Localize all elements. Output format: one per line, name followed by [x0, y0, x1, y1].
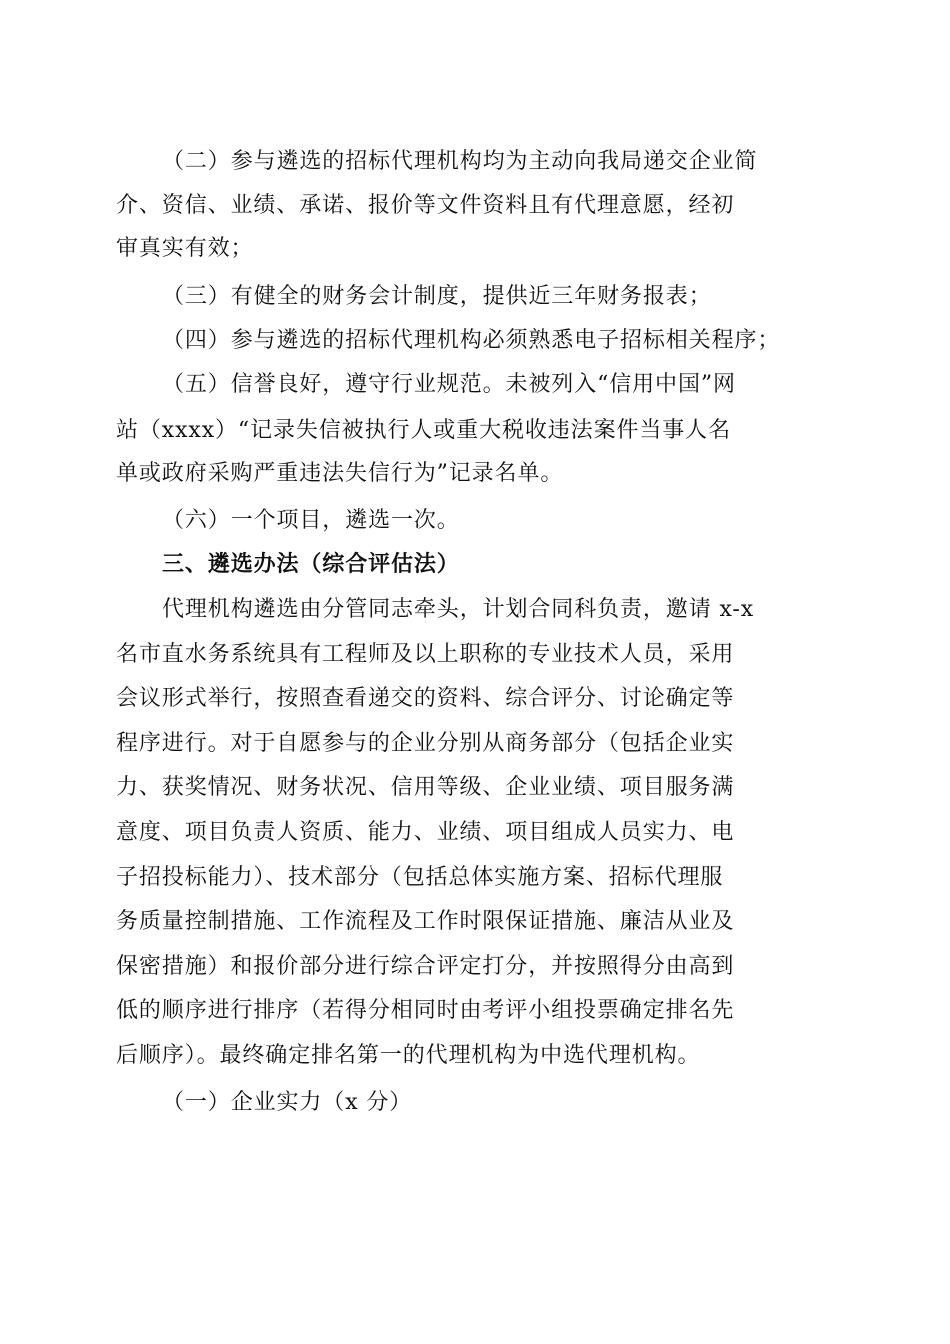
- paragraph-line: 站（xxxx）“记录失信被执行人或重大税收违法案件当事人名: [116, 418, 731, 443]
- paragraph-line: 介、资信、业绩、承诺、报价等文件资料且有代理意愿，经初: [116, 193, 735, 218]
- section-heading: 三、遴选办法（综合评估法）: [162, 552, 460, 577]
- paragraph-line: （五）信誉良好，遵守行业规范。未被列入“信用中国”网: [162, 372, 736, 397]
- paragraph-line: 审真实有效；: [116, 236, 254, 261]
- paragraph-line: 力、获奖情况、财务状况、信用等级、企业业绩、项目服务满: [116, 775, 735, 800]
- paragraph-line: （六）一个项目，遴选一次。: [162, 508, 460, 533]
- paragraph-line: 会议形式举行，按照查看递交的资料、综合评分、讨论确定等: [116, 686, 735, 711]
- paragraph-line: （二）参与遴选的招标代理机构均为主动向我局递交企业简: [162, 149, 758, 174]
- paragraph-line: 后顺序）。最终确定排名第一的代理机构为中选代理机构。: [116, 1043, 701, 1068]
- paragraph-line: 程序进行。对于自愿参与的企业分别从商务部分（包括企业实: [116, 731, 735, 756]
- paragraph-line: 子招投标能力）、技术部分（包括总体实施方案、招标代理服: [116, 865, 724, 890]
- paragraph-line: 名市直水务系统具有工程师及以上职称的专业技术人员，采用: [116, 642, 735, 667]
- paragraph-line: 代理机构遴选由分管同志牵头，计划合同科负责，邀请 x-x: [162, 597, 755, 622]
- paragraph-line: 意度、项目负责人资质、能力、业绩、项目组成人员实力、电: [116, 820, 735, 845]
- paragraph-line: （四）参与遴选的招标代理机构必须熟悉电子招标相关程序；: [162, 328, 781, 353]
- paragraph-line: 保密措施）和报价部分进行综合评定打分，并按照得分由高到: [116, 954, 735, 979]
- subsection-heading: （一）企业实力（x 分）: [162, 1090, 413, 1115]
- paragraph-line: （三）有健全的财务会计制度，提供近三年财务报表；: [162, 284, 712, 309]
- paragraph-line: 务质量控制措施、工作流程及工作时限保证措施、廉洁从业及: [116, 909, 735, 934]
- paragraph-line: 低的顺序进行排序（若得分相同时由考评小组投票确定排名先: [116, 998, 735, 1023]
- paragraph-line: 单或政府采购严重违法失信行为”记录名单。: [116, 461, 564, 486]
